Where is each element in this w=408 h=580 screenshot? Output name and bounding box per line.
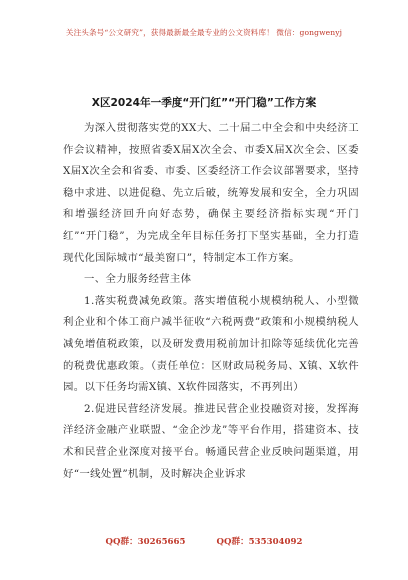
document-body: [63, 118, 359, 485]
paragraph-item-2: 2.促进民营经济发展。推进民营企业投融资对接，发挥海洋经济金融产业联盟、“金企沙龙”等平台作用，搭建资本、技术和民营企业深度对接平台。畅通民营企业反映问题渠道，用好“一线处置”机制，及时解决企业诉求: [63, 402, 359, 480]
footer-qq-groups: [0, 535, 408, 547]
header-note: 关注头条号“公文研究”，获得最新最全最专业的公文资料库！ 微信：gongwenyj: [65, 28, 343, 37]
qq-group-1: QQ群：30265665: [105, 537, 186, 547]
qq-group-2: QQ群：535304092: [216, 537, 303, 547]
paragraph-item-1: 1.落实税费减免政策。落实增值税小规模纳税人、小型微利企业和个体工商户减半征收“六税两费”政策和小规模纳税人减免增值税政策，以及研发费用税前加计扣除等延续优化完善的税费优惠政策。（责任单位：区财政局税务局、X镇、X软件园。以下任务均需X镇、X软件园落实，不再列出）: [63, 294, 359, 394]
paragraph-intro: 为深入贯彻落实党的XX大、二十届二中全会和中央经济工作会议精神，按照省委X届X次全会、市委X届X次全会、区委X届X次全会和省委、市委、区委经济工作会议部署要求，坚持稳中求进、以进促稳、先立后破，统筹发展和安全，全力巩固和增强经济回升向好态势，确保主要经济指标实现“开门红”“开门稳”，为完成全年目标任务打下坚实基础，全力打造现代化国际城市“最美窗口”，特制定本工作方案。: [63, 122, 359, 264]
document-title: X区2024年一季度“开门红”“开门稳”工作方案: [91, 97, 317, 109]
section-heading: 一、全力服务经营主体: [84, 273, 192, 286]
